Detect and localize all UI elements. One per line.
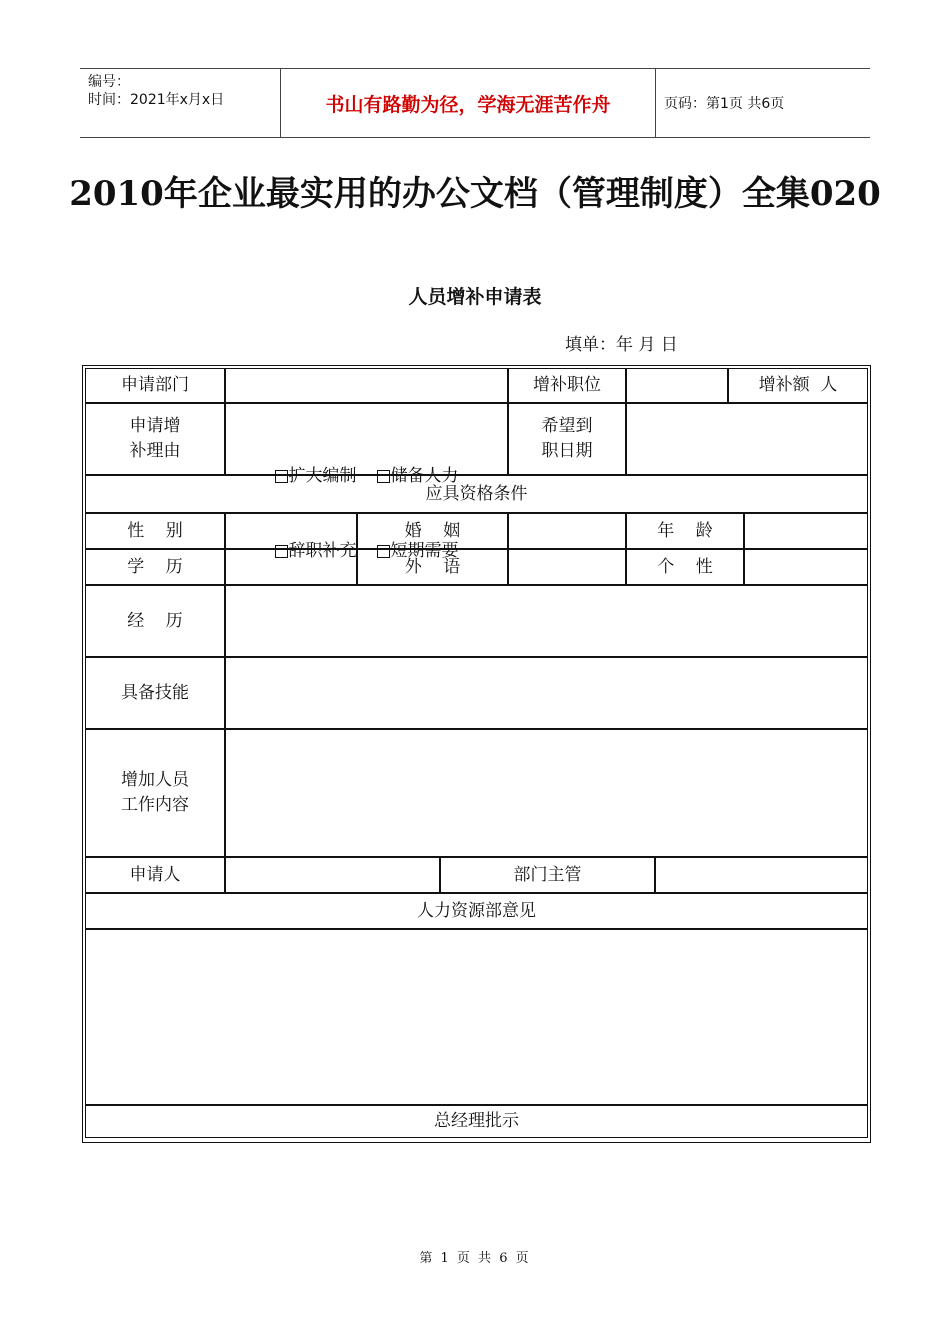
hope-date-field[interactable] — [626, 403, 868, 475]
hr-opinion-field[interactable] — [85, 929, 868, 1105]
page-header — [80, 68, 870, 138]
skills-label: 具备技能 — [85, 657, 225, 729]
fill-date: 填单：年 月 日 — [565, 335, 678, 355]
education-label: 学 历 — [85, 549, 225, 585]
dept-head-label: 部门主管 — [440, 857, 655, 893]
hope-date-label: 希望到 职日期 — [508, 403, 626, 475]
education-field[interactable] — [225, 549, 357, 585]
apply-dept-label: 申请部门 — [85, 368, 225, 403]
page-footer: 第 1 页 共 6 页 — [419, 1251, 531, 1266]
experience-label: 经 历 — [85, 585, 225, 657]
skills-field[interactable] — [225, 657, 868, 729]
position-field[interactable] — [626, 368, 728, 403]
language-field[interactable] — [508, 549, 626, 585]
language-label: 外 语 — [357, 549, 508, 585]
age-field[interactable] — [744, 513, 868, 549]
header-page-info: 页码：第1页 共6页 — [664, 96, 785, 112]
reason-label: 申请增 补理由 — [85, 403, 225, 475]
experience-field[interactable] — [225, 585, 868, 657]
form-title: 人员增补申请表 — [408, 286, 542, 308]
work-content-label: 增加人员 工作内容 — [85, 729, 225, 857]
marriage-label: 婚 姻 — [357, 513, 508, 549]
personality-field[interactable] — [744, 549, 868, 585]
personality-label: 个 性 — [626, 549, 744, 585]
quota-field[interactable]: 增补额 人 — [728, 368, 868, 403]
gender-label: 性 别 — [85, 513, 225, 549]
code-label: 编号： — [88, 74, 130, 90]
reason-checkbox-expand[interactable]: 扩大编制 — [275, 464, 357, 489]
work-content-field[interactable] — [225, 729, 868, 857]
reason-checkbox-replace[interactable]: 辞职补充 — [275, 539, 357, 564]
document-title: 2010年企业最实用的办公文档（管理制度）全集020 — [69, 174, 881, 214]
age-label: 年 龄 — [626, 513, 744, 549]
reason-checkbox-reserve[interactable]: 储备人力 — [377, 464, 459, 489]
gender-field[interactable] — [225, 513, 357, 549]
header-motto: 书山有路勤为径，学海无涯苦作舟 — [280, 69, 656, 137]
header-meta — [88, 73, 224, 109]
applicant-label: 申请人 — [85, 857, 225, 893]
time-label: 时间：2021年x月x日 — [88, 92, 225, 108]
dept-head-field[interactable] — [655, 857, 868, 893]
position-label: 增补职位 — [508, 368, 626, 403]
hr-opinion-heading: 人力资源部意见 — [85, 893, 868, 929]
gm-approval-heading: 总经理批示 — [85, 1105, 868, 1138]
apply-dept-field[interactable] — [225, 368, 508, 403]
marriage-field[interactable] — [508, 513, 626, 549]
reason-checkbox-shortterm[interactable]: 短期需要 — [377, 539, 459, 564]
applicant-field[interactable] — [225, 857, 440, 893]
qualifications-heading: 应具资格条件 — [85, 475, 868, 513]
